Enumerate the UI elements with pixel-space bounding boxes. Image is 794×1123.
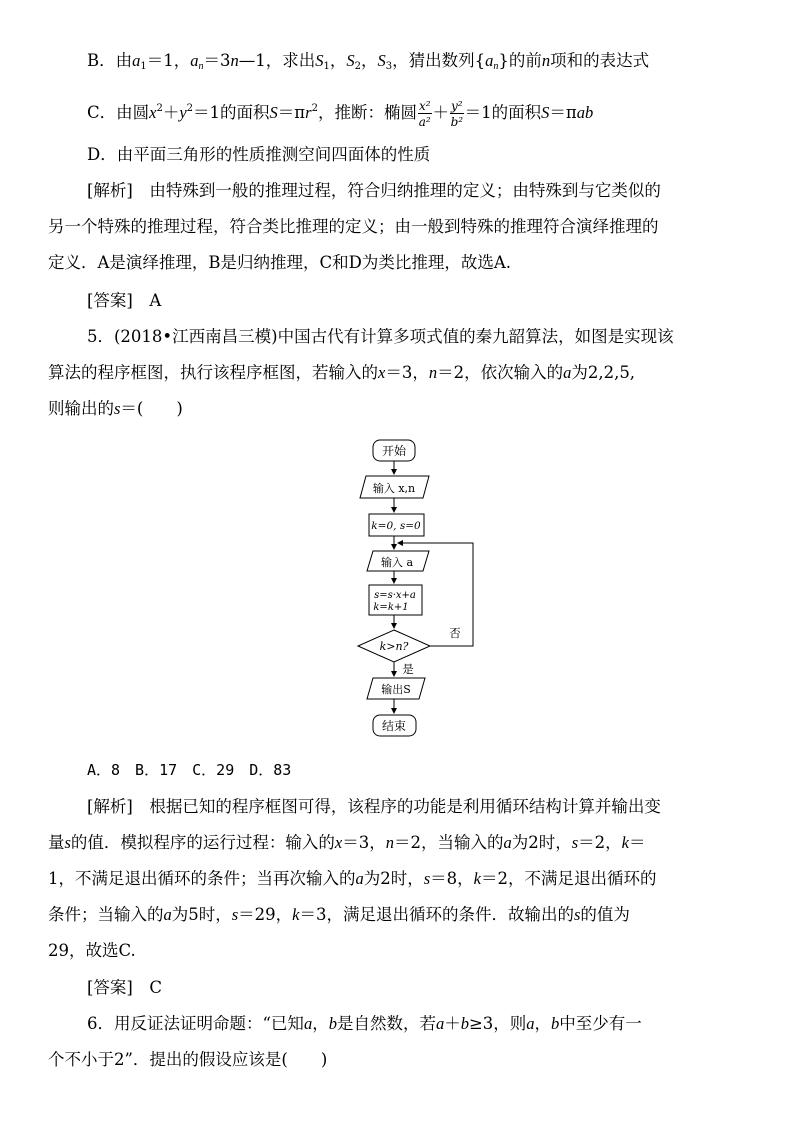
flow-input-a-label: 输入 a	[380, 556, 414, 569]
question-6-line-2: 个不小于2”．提出的假设应该是( )	[48, 1050, 328, 1069]
question-5-options: A．8 B．17 C．29 D．83	[87, 761, 292, 779]
analysis-tag: [解析]	[87, 797, 133, 816]
option-b: B．由$a_1=1$，$a_n=3n—1$，求出$S_1$，$S_2$，$S_3$，猜出数列$\{a_n\}$的前n项和的表达式	[87, 51, 650, 72]
answer-value: A	[149, 291, 162, 310]
analysis-1-line-2: 另一个特殊的推理过程，符合类比推理的定义；由一般到特殊的推理符合演绎推理的	[48, 217, 659, 236]
flow-end-label: 结束	[381, 719, 407, 733]
fraction-y2-b2: $\frac{\text{y²}}{\text{b²}}$	[450, 98, 464, 129]
analysis-2-line-5: 29，故选C.	[48, 941, 136, 960]
analysis-tag: [解析]	[87, 181, 133, 200]
flow-output-label: 输出S	[381, 683, 411, 696]
flow-init-label: k=0, s=0	[371, 520, 421, 532]
flow-calc-line-1: s=s·x+a	[374, 590, 416, 601]
flow-no-label: 否	[449, 626, 461, 640]
flow-condition-label: k>n?	[379, 640, 409, 653]
analysis-2-line-2: 量s的值．模拟程序的运行过程：输入的x＝3，n＝2，当输入的a为2时，s＝2，k＝	[48, 833, 646, 852]
question-6-line-1: 6．用反证法证明命题：“已知a，b是自然数，若a＋b≥3，则a，b中至少有一	[87, 1014, 642, 1033]
analysis-2-line-1: [解析] 根据已知的程序框图可得，该程序的功能是利用循环结构计算并输出变	[87, 797, 661, 816]
flow-yes-label: 是	[402, 662, 414, 676]
flow-start-label: 开始	[381, 444, 407, 458]
question-5-line-2: 算法的程序框图，执行该程序框图，若输入的x＝3，n＝2，依次输入的a为2,2,5,	[48, 363, 636, 382]
analysis-1-line-3: 定义．A是演绎推理，B是归纳推理，C和D为类比推理，故选A.	[48, 253, 512, 272]
answer-tag: [答案]	[87, 978, 133, 997]
answer-tag: [答案]	[87, 291, 133, 310]
question-5-line-3: 则输出的s＝( )	[48, 399, 183, 418]
fraction-x2-a2: $\frac{\text{x²}}{\text{a²}}$	[418, 98, 431, 129]
option-c: C．由圆$x^2+y^2=1$的面积$S=\pi r^2$，推断：椭圆 $\frac{\text{x²}}{\text{a²}}$ ＋ $\frac{\text{y²}}{\text{b²}}$ ＝1的面积S＝πab	[87, 98, 594, 129]
analysis-2-line-3: 1，不满足退出循环的条件；当再次输入的a为2时，s＝8，k＝2，不满足退出循环的	[48, 869, 657, 888]
question-5-line-1: 5．(2018•江西南昌三模)中国古代有计算多项式值的秦九韶算法，如图是实现该	[87, 327, 674, 346]
option-d: D．由平面三角形的性质推测空间四面体的性质	[87, 145, 431, 164]
analysis-2-line-4: 条件；当输入的a为5时，s＝29，k＝3，满足退出循环的条件．故输出的s的值为	[48, 905, 630, 924]
flow-input-xn-label: 输入 x,n	[372, 482, 416, 495]
answer-2	[87, 977, 162, 999]
analysis-1-line-1: [解析] 由特殊到一般的推理过程，符合归纳推理的定义；由特殊到与它类似的	[87, 181, 661, 200]
flow-calc-line-2: k=k+1	[373, 602, 409, 613]
answer-value: C	[149, 978, 162, 997]
